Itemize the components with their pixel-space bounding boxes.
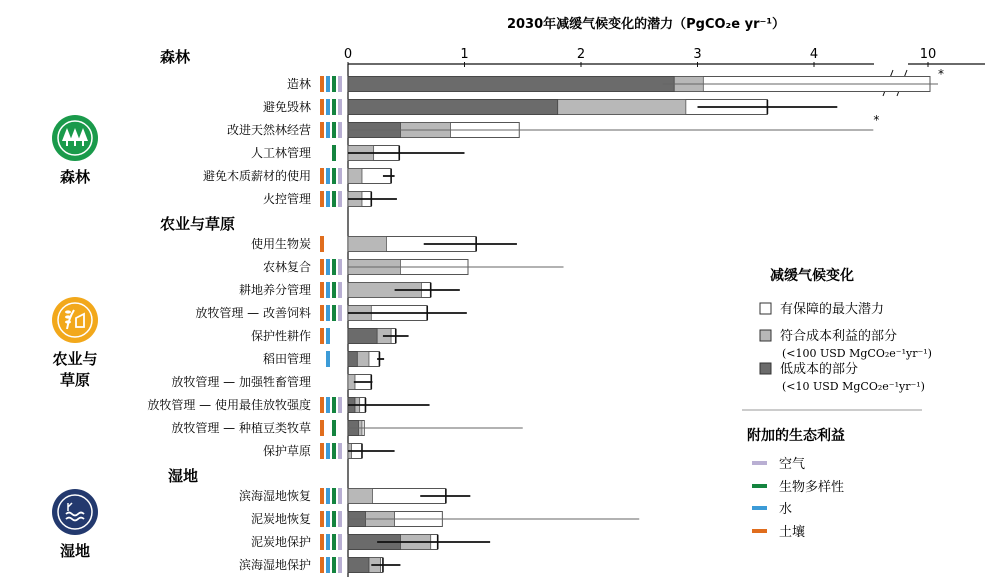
chart-row (171, 374, 372, 390)
benefit-strip-water (326, 351, 330, 367)
row-label: 避免毁林 (262, 100, 311, 114)
benefit-strip-air (338, 557, 342, 573)
asterisk-mark: * (938, 67, 944, 81)
benefit-strip-water (326, 99, 330, 115)
section-icon-label: 草原 (59, 371, 91, 389)
benefit-strip-biodiversity (332, 145, 336, 161)
benefit-strip-soil (320, 236, 324, 252)
benefit-strip-biodiversity (332, 443, 336, 459)
benefit-strip-water (326, 397, 330, 413)
row-label: 改进天然林经营 (226, 123, 311, 137)
benefit-strip-biodiversity (332, 168, 336, 184)
section-icon-label: 森林 (59, 168, 91, 186)
tree-trunk (74, 141, 76, 146)
benefit-strip-air (338, 488, 342, 504)
row-label: 放牧管理 — 使用最佳放牧强度 (147, 398, 311, 412)
asterisk-mark: * (873, 113, 880, 127)
benefit-strip-soil (320, 443, 324, 459)
bar-low-cost (348, 100, 558, 115)
benefit-legend-label: 生物多样性 (779, 480, 845, 495)
benefit-strip-water (326, 443, 330, 459)
benefit-legend-swatch-soil (752, 529, 767, 533)
benefit-legend-label: 空气 (779, 457, 806, 472)
benefit-strip-soil (320, 420, 324, 436)
legend-title: 减缓气候变化 (770, 268, 854, 284)
bar-cost-effective (348, 237, 386, 252)
benefit-strip-air (338, 168, 342, 184)
benefit-strip-biodiversity (332, 259, 336, 275)
benefit-strip-air (338, 76, 342, 92)
row-label: 耕地养分管理 (238, 283, 311, 297)
chart-row (251, 236, 517, 252)
bar-cost-effective (348, 169, 362, 184)
section-icon-label: 农业与 (52, 350, 98, 368)
row-label: 造林 (286, 77, 311, 91)
legend-swatch (760, 330, 771, 341)
benefit-strip-air (338, 534, 342, 550)
benefit-strip-soil (320, 191, 324, 207)
x-tick-label: 0 (343, 47, 353, 62)
legend-item-label: 有保障的最大潜力 (780, 302, 885, 317)
section-header-agri: 农业与草原 (160, 215, 236, 233)
chart-row (251, 511, 639, 527)
tree-trunk (82, 141, 84, 146)
benefit-strip-water (326, 328, 330, 344)
chart-row (251, 145, 465, 161)
benefit-strip-water (326, 557, 330, 573)
benefit-strip-water (326, 511, 330, 527)
benefit-strip-air (338, 511, 342, 527)
benefits-title: 附加的生态利益 (747, 428, 845, 444)
benefit-strip-water (326, 259, 330, 275)
legend-item-label: 符合成本利益的部分 (780, 329, 898, 344)
section-header-wetland: 湿地 (168, 467, 199, 485)
chart-row (171, 420, 522, 436)
x-tick-label: 1 (460, 47, 469, 62)
benefit-strip-biodiversity (332, 99, 336, 115)
chart-row (263, 259, 564, 275)
benefit-strip-soil (320, 557, 324, 573)
benefit-strip-soil (320, 76, 324, 92)
benefit-strip-air (338, 122, 342, 138)
benefit-legend-label: 土壤 (779, 525, 806, 540)
benefit-legend-swatch-air (752, 461, 767, 465)
chart-row (239, 557, 400, 573)
benefit-strip-air (338, 191, 342, 207)
bar-low-cost (348, 352, 357, 367)
row-label: 火控管理 (262, 192, 311, 206)
benefit-strip-water (326, 191, 330, 207)
x-tick-label: 2 (576, 47, 586, 62)
benefit-strip-water (326, 488, 330, 504)
chart-row (287, 67, 944, 92)
row-label: 避免木质薪材的使用 (202, 169, 311, 183)
chart-row (263, 99, 837, 115)
chart-row (263, 443, 395, 459)
section-icon-label: 湿地 (59, 542, 91, 560)
legend-swatch (760, 303, 771, 314)
chart-row (203, 168, 395, 184)
benefit-strip-water (326, 282, 330, 298)
benefit-strip-biodiversity (332, 305, 336, 321)
chart-row (239, 282, 460, 298)
row-label: 保护性耕作 (250, 329, 311, 343)
bar-cost-effective (348, 489, 372, 504)
x-tick-label: 3 (693, 47, 702, 62)
chart-row (263, 351, 384, 367)
waves-icon (52, 489, 98, 535)
benefit-strip-biodiversity (332, 420, 336, 436)
bar-low-cost (348, 558, 369, 573)
benefit-strip-soil (320, 488, 324, 504)
wheat-grain (65, 320, 71, 323)
benefit-strip-soil (320, 534, 324, 550)
bar-low-cost (348, 329, 377, 344)
benefit-strip-air (338, 443, 342, 459)
benefit-strip-soil (320, 511, 324, 527)
benefit-strip-biodiversity (332, 488, 336, 504)
row-label: 放牧管理 — 加强牲畜管理 (171, 375, 311, 389)
chart-title: 2030年减缓气候变化的潜力（PgCO₂e yr⁻¹） (506, 17, 786, 32)
benefit-strip-soil (320, 99, 324, 115)
icon-disc (52, 489, 98, 535)
benefit-strip-water (326, 168, 330, 184)
row-label: 泥炭地恢复 (250, 512, 311, 526)
benefit-strip-biodiversity (332, 397, 336, 413)
wheat-grain (65, 315, 71, 318)
benefit-strip-air (338, 259, 342, 275)
benefit-legend-swatch-biodiversity (752, 484, 767, 488)
benefit-strip-water (326, 122, 330, 138)
benefit-strip-biodiversity (332, 534, 336, 550)
icon-disc (52, 297, 98, 343)
benefit-strip-biodiversity (332, 76, 336, 92)
wheat-icon (52, 297, 98, 343)
tree-trunk (66, 141, 68, 146)
legend-item-label: 低成本的部分 (780, 362, 859, 377)
row-label: 泥炭地保护 (250, 535, 311, 549)
chart-row (195, 305, 466, 321)
row-label: 使用生物炭 (250, 237, 311, 251)
benefit-strip-air (338, 99, 342, 115)
benefit-strip-biodiversity (332, 122, 336, 138)
benefit-strip-soil (320, 397, 324, 413)
benefit-strip-water (326, 76, 330, 92)
wheat-grain (65, 310, 71, 313)
legend-swatch (760, 363, 771, 374)
trees-icon (52, 115, 98, 161)
row-label: 人工林管理 (250, 146, 311, 160)
section-header-forest: 森林 (160, 48, 191, 66)
benefit-strip-air (338, 397, 342, 413)
benefit-strip-soil (320, 122, 324, 138)
benefit-strip-soil (320, 305, 324, 321)
legend-item-sub: (<10 USD MgCO₂e⁻¹yr⁻¹) (782, 380, 925, 393)
x-tick-label: 4 (809, 47, 819, 62)
benefit-legend-label: 水 (779, 502, 793, 517)
benefit-strip-biodiversity (332, 191, 336, 207)
row-label: 滨海湿地恢复 (238, 489, 311, 503)
row-label: 滨海湿地保护 (238, 558, 311, 572)
benefit-strip-air (338, 282, 342, 298)
chart-row (227, 113, 879, 138)
chart-row (251, 534, 490, 550)
benefit-strip-soil (320, 282, 324, 298)
benefit-strip-biodiversity (332, 557, 336, 573)
legend-item-sub: (<100 USD MgCO₂e⁻¹yr⁻¹) (782, 347, 932, 360)
benefit-strip-biodiversity (332, 282, 336, 298)
chart-row (147, 397, 429, 413)
chart-row (251, 328, 409, 344)
benefit-strip-water (326, 534, 330, 550)
benefit-strip-water (326, 305, 330, 321)
benefit-strip-soil (320, 259, 324, 275)
benefit-strip-soil (320, 328, 324, 344)
row-label: 稻田管理 (262, 352, 311, 366)
chart-row (263, 191, 397, 207)
benefit-strip-air (338, 305, 342, 321)
chart-row (239, 488, 470, 504)
benefit-strip-biodiversity (332, 511, 336, 527)
benefit-legend-swatch-water (752, 506, 767, 510)
row-label: 保护草原 (262, 444, 311, 458)
bar-low-cost (348, 77, 674, 92)
benefit-strip-soil (320, 168, 324, 184)
row-label: 放牧管理 — 种植豆类牧草 (171, 421, 311, 435)
x-tick-label: 10 (919, 47, 937, 62)
row-label: 农林复合 (262, 260, 311, 274)
row-label: 放牧管理 — 改善饲料 (195, 306, 311, 320)
